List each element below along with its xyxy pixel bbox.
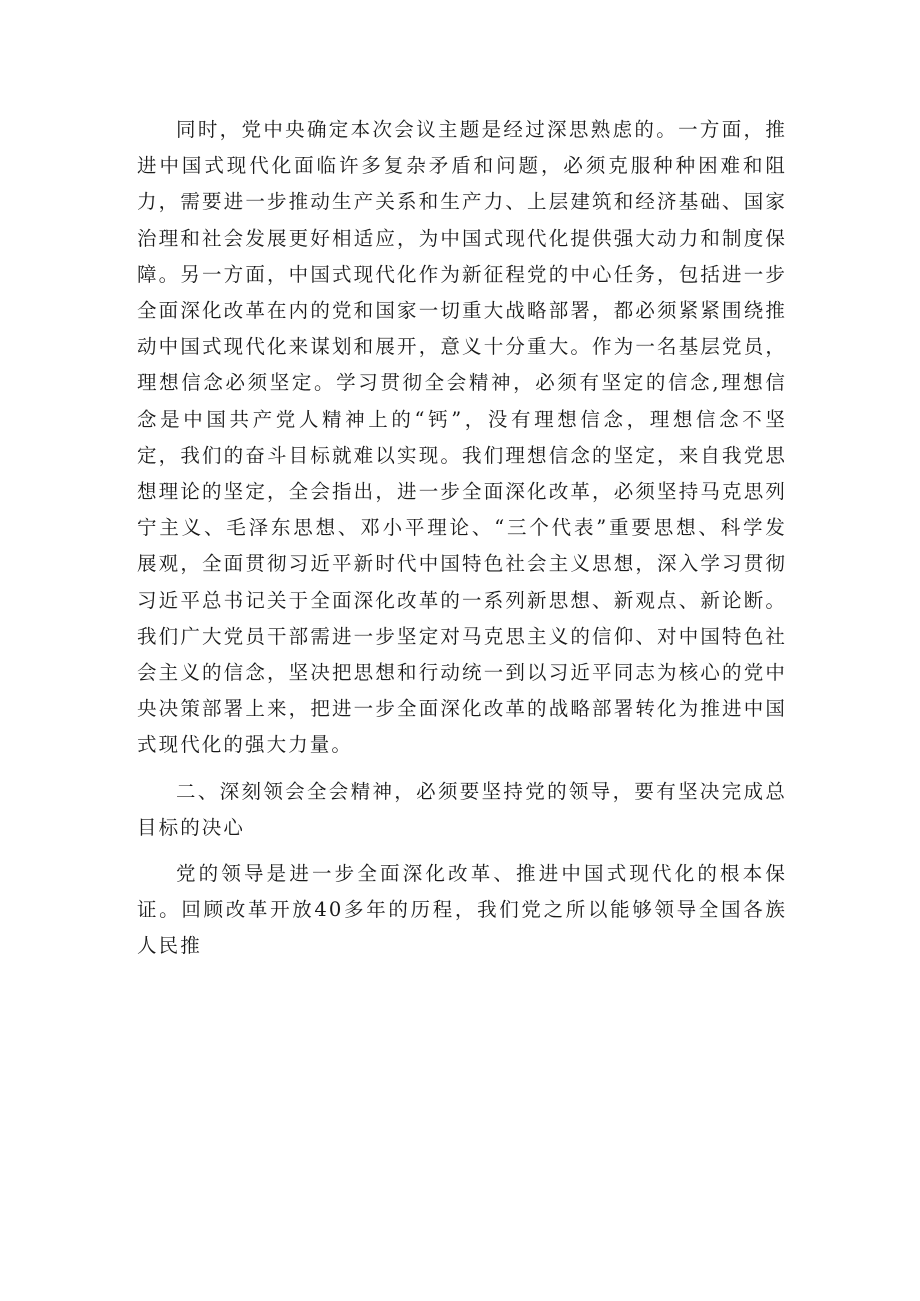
section-heading: 二、深刻领会全会精神，必须要坚持党的领导，要有坚决完成总目标的决心 bbox=[137, 779, 787, 839]
body-paragraph: 党的领导是进一步全面深化改革、推进中国式现代化的根本保证。回顾改革开放40多年的历程，我们党之所以能够领导全国各族人民推 bbox=[137, 862, 787, 958]
document-body bbox=[137, 112, 787, 965]
body-paragraph: 同时，党中央确定本次会议主题是经过深思熟虑的。一方面，推进中国式现代化面临许多复杂矛盾和问题，必须克服种种困难和阻力，需要进一步推动生产关系和生产力、上层建筑和经济基础、国家治理和社会发展更好相适应，为中国式现代化提供强大动力和制度保障。另一方面，中国式现代化作为新征程党的中心任务，包括进一步全面深化改革在内的党和国家一切重大战略部署，都必须紧紧围绕推动中国式现代化来谋划和展开，意义十分重大。作为一名基层党员，理想信念必须坚定。学习贯彻全会精神，必须有坚定的信念,理想信念是中国共产党人精神上的“钙”，没有理想信念，理想信念不坚定，我们的奋斗目标就难以实现。我们理想信念的坚定，来自我党思想理论的坚定，全会指出，进一步全面深化改革，必须坚持马克思列宁主义、毛泽东思想、邓小平理论、“三个代表”重要思想、科学发展观，全面贯彻习近平新时代中国特色社会主义思想，深入学习贯彻习近平总书记关于全面深化改革的一系列新思想、新观点、新论断。我们广大党员干部需进一步坚定对马克思主义的信仰、对中国特色社会主义的信念，坚决把思想和行动统一到以习近平同志为核心的党中央决策部署上来，把进一步全面深化改革的战略部署转化为推进中国式现代化的强大力量。 bbox=[137, 118, 787, 757]
